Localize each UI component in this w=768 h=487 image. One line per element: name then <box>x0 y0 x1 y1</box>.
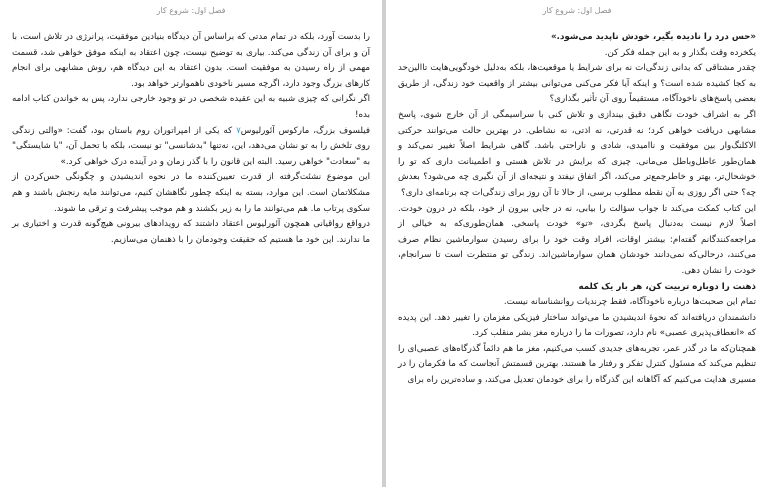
paragraph-text: که یکی از امپراتوران روم باستان بود، گفت: «والتی زندگی روی تلخش را به تو نشان می‌دهد، این، نه‌تنها "بدشانسی" تو نیست، بلکه با تحمل آن، "با شایستگی" به "سعادت" خواهی رسید. البته این قانون را با گذر زمان و در آینده درک خواهی کرد.» <box>12 125 370 167</box>
paragraph: دانشمندان دریافته‌اند که نحوهٔ اندیشیدن ما می‌تواند ساختار فیزیکی مغزمان را تغییر دهد. این پدیده که «انعطاف‌پذیری عصبی» نام دارد، تصورات ما را درباره مغز بشر منقلب کرد. <box>398 312 756 339</box>
paragraph: درواقع رواقیانی همچون آئورلیوس اعتقاد داشتند که رویدادهای بیرونی هیچ‌گونه قدرت و اختیاری بر ما ندارند. این خود ما هستیم که حقیقت وجودمان را با ذهنمان می‌سازیم. <box>12 219 370 245</box>
paragraph: را بدست آورد، بلکه در تمام مدتی که براساس آن دیدگاه بنیادین موفقیت، پرانرژی در تلاش است، با آن و برای آن زندگی می‌کند. بیاری به توضیح نیست، چون اعتقاد به اینکه موفق خواهی شد، قسمت مهمی از راه رسیدن به موفقیت است. بدون اعتقاد به این دیدگاه هم، روش مشابهی برای انجام کارهای بزرگ وجود دارد، اگرچه مسیر ناخودی ناهموارتر خواهد بود. <box>12 32 370 89</box>
paragraph-text: فیلسوف بزرگ، مارکوس آئورلیوس <box>240 125 371 136</box>
section-heading: ذهنت را دوباره تربیت کن، هر بار یک کلمه <box>578 281 756 292</box>
paragraph <box>12 124 370 171</box>
paragraph: همچنان‌که ما در گذر عمر، تجربه‌های جدیدی کسب می‌کنیم، مغز ما هم دائماً گذرگاه‌های عصبی‌ای را تنظیم می‌کند که مسئول کنترل تفکر و رفتار ما هستند. بهترین قسمتش آنجاست که ما فکرمان را در مسیری هدایت می‌کنیم که آگاهانه این گذرگاه را برای خودمان تعدیل می‌کند، و سادەترین راه برای <box>398 343 756 386</box>
paragraph: این موضوع نشئت‌گرفته از قدرت تعیین‌کننده‌ ما در نحوه اندیشیدن و چگونگی حس‌کردن از مشکلاتمان است. این موارد، بسته به اینکه چطور نگاهشان کنیم، می‌توانند مایه رنجش باشند و هم سکوی پرتاب ما. هم می‌توانند ما را به زیر بکشند و هم موجب پیشرفت و ترقی ما شوند. <box>12 172 370 214</box>
left-page[interactable] <box>0 0 382 487</box>
right-page[interactable] <box>386 0 768 487</box>
right-page-body <box>398 30 756 389</box>
paragraph: چقدر مشتاقی که بدانی زندگی‌ات نه برای شرایط یا موقعیت‌ها، بلکه به‌دلیل خودگویی‌هایت تاالین‌حد به کجا کشیده شده است؟ و اینکه آیا فکر می‌کنی می‌توانی بیشتر از واقعیت خود زندگی، از طریق بعضی پاسخ‌های ناخودآگاه، مستقیماً روی آن تأثیر بگذاری؟ <box>398 63 756 105</box>
right-page-header: فصل اول: شروع کار <box>542 6 612 15</box>
paragraph: یکخرده وقت بگذار و به این جمله فکر کن. <box>604 47 756 58</box>
paragraph: این کتاب کمکت می‌کند تا جواب سؤالت را بیابی، نه در جایی بیرون از خود، بلکه در درون خودت. اصلاً لازم نیست به‌دنبال پاسخ بگردی، «تو» خودت پاسخی. همان‌طوری‌که به خیالی از مراجعه‌کنندگانم گفته‌ام: بیشتر اوقات، افراد وقت خود را برای رسیدن سوار‌ماشین نظام صرف می‌کنند، درحالی‌که نمی‌دانند خودشان همان سوار‌ماشین‌اند. زندگی تو منتظرت است تا سرانجام، خودت را نشان دهی. <box>398 203 756 276</box>
left-page-header: فصل اول: شروع کار <box>156 6 226 15</box>
left-page-body <box>12 30 370 248</box>
footnote-mark[interactable]: ٧ <box>236 125 241 136</box>
quote-heading: «حس درد را نادیده بگیر، خودش ناپدید می‌شود.» <box>551 32 756 42</box>
paragraph: اگر به اشراف خودت نگاهی دقیق بیندازی و تلاش کنی با سراسیمگی از آن خارج شوی، پاسخ مشابهی دریافت خواهی کرد؛ نه قدرتی، نه اذتی، نه نشاطی. در بهترین حالت می‌توانند حرکتی الاکلنگ‌وار بین موفقیت و ناامیدی، شادی و ناراحتی باشد. گاهی شرایط اصلاً تغییر نمی‌کند و همان‌طور عاطل‌وباطل می‌مانی. چیزی که برایش در تلاش هستی و اطمینانت داری که تو را خوشحال‌تر، بهتر و خاطرجمع‌تر می‌کند، اگر اتفاق نیفتد و نتیجه‌ای از آن نگیری چه می‌شود؟ بعدش چه؟ حتی اگر روزی به آن نقطه مطلوب برسی، از حالا تا آن روز برای زندگی‌ات چه برنامه‌ای داری؟ <box>398 109 756 198</box>
paragraph: اگر نگرانی که چیزی شبیه به این عقیده شخصی در تو وجود خارجی ندارد، پس به خواندن کتاب ادامه بده! <box>12 94 370 120</box>
paragraph: تمام این صحبت‌ها درباره ناخودآگاه، فقط چرندیات روانشناسانه نیست. <box>503 297 756 308</box>
